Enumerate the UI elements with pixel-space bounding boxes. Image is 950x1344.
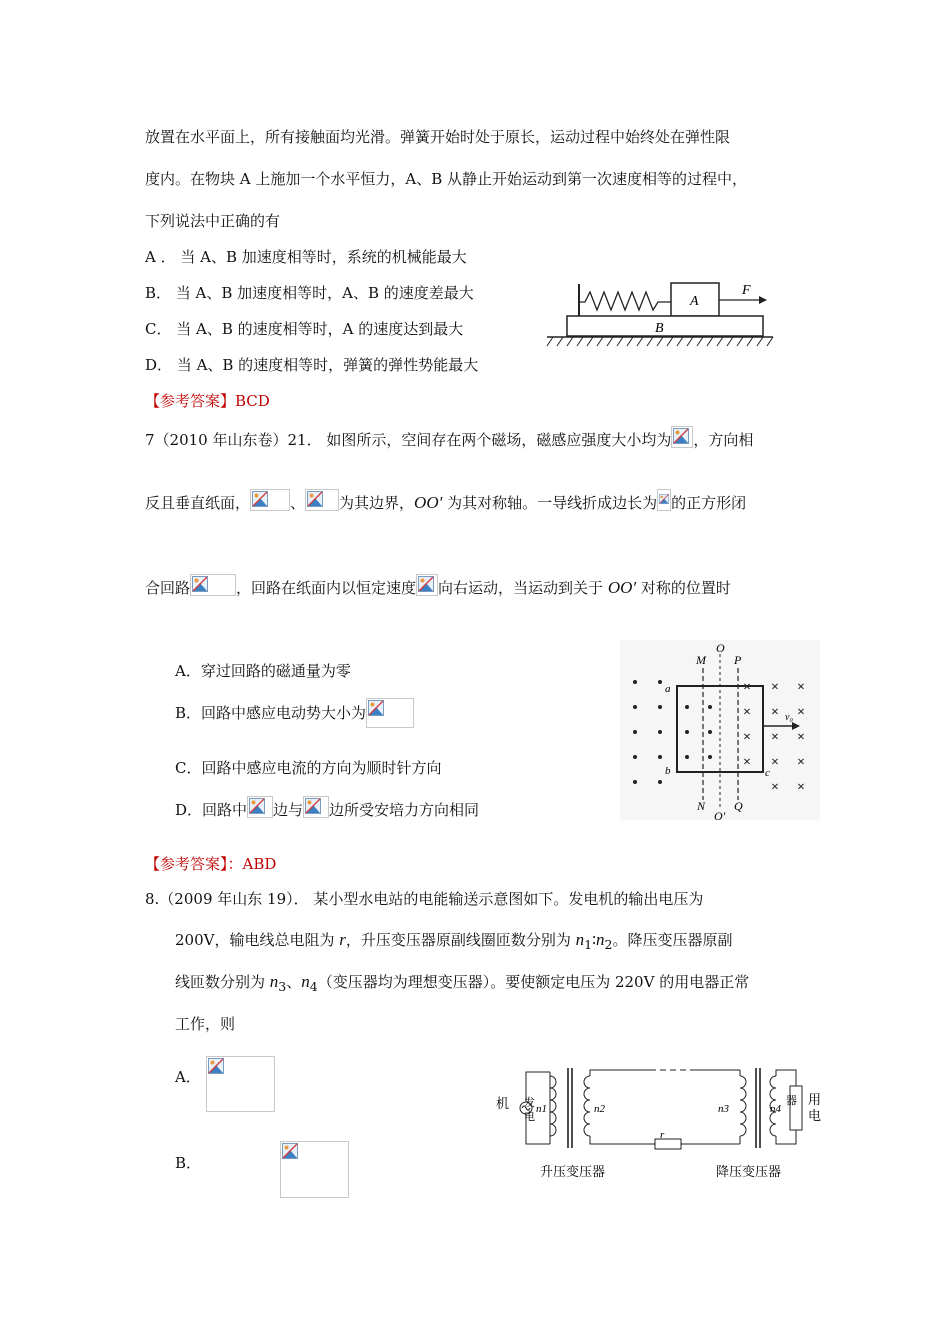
label-b: b	[665, 765, 671, 777]
formula-image-placeholder	[247, 796, 273, 818]
label-p: P	[734, 653, 742, 667]
step-down-label: 降压变压器	[716, 1164, 782, 1179]
q7-line3-pre: 合回路	[145, 579, 191, 597]
svg-text:×: ×	[797, 780, 805, 795]
q7-line3-mid: ，回路在纸面内以恒定速度	[236, 579, 417, 597]
q6-text-line3: 下列说法中正确的有	[145, 212, 281, 230]
q7-line2-pre: 反且垂直纸面，	[145, 494, 251, 512]
q8-line3-post: （变压器均为理想变压器）。要使额定电压为 220V 的用电器正常	[317, 973, 750, 991]
svg-text:×: ×	[771, 680, 779, 695]
q7-option-d-mid: 边与	[273, 801, 304, 819]
formula-image-placeholder	[190, 574, 236, 596]
resistor-r	[655, 1139, 681, 1149]
svg-text:×: ×	[797, 755, 805, 770]
label-o: O	[716, 641, 725, 655]
label-v0: v₀	[785, 712, 793, 723]
formula-image-placeholder	[206, 1056, 275, 1112]
svg-text:×: ×	[771, 780, 779, 795]
q8-line1: 8.（2009 年山东 19）． 某小型水电站的电能输送示意图如下。发电机的输出电压为	[145, 890, 704, 908]
q6-option-c: C． 当 A、B 的速度相等时，A 的速度达到最大	[145, 320, 464, 338]
q7-line3-mid2: 向右运动，当运动到关于	[438, 579, 608, 597]
magnetic-field-figure	[620, 640, 820, 820]
q8-option-a: A．	[175, 1068, 201, 1086]
broken-image-icon	[307, 491, 323, 507]
axis-oo-label-2: OO′	[607, 578, 637, 597]
q7-option-b	[175, 698, 414, 728]
q7-option-d-post: 边所受安培力方向相同	[329, 801, 480, 819]
broken-image-icon	[305, 798, 321, 814]
broken-image-icon	[208, 1058, 224, 1074]
q7-line2-sep: 、	[290, 494, 306, 512]
gen-label-3: 电	[524, 1111, 535, 1123]
force-label: F	[742, 283, 751, 298]
formula-image-placeholder	[305, 489, 339, 511]
block-b-label: B	[655, 321, 664, 336]
broken-image-icon	[192, 576, 208, 592]
q7-line2	[145, 489, 746, 513]
formula-image-placeholder	[671, 426, 693, 448]
block-b	[567, 316, 763, 336]
q7-line1	[145, 426, 753, 450]
q8-n4: n	[301, 972, 310, 991]
power-transmission-figure	[490, 1060, 830, 1185]
q8-n3-sub: 3	[278, 979, 287, 994]
q7-answer: 【参考答案】：ABD	[145, 855, 277, 873]
q7-line2-post: 的正方形闭	[671, 494, 747, 512]
q8-line2-post: 。降压变压器原副	[612, 931, 733, 949]
q7-option-d	[175, 796, 479, 820]
q8-n4-sub: 4	[309, 979, 318, 994]
broken-image-icon	[249, 798, 265, 814]
q7-line2-mid: 为其边界，	[339, 494, 415, 512]
q8-n3: n	[269, 972, 279, 991]
q8-n2-sub: 2	[604, 937, 613, 952]
n3-label: n3	[718, 1103, 729, 1115]
formula-image-placeholder	[657, 489, 671, 511]
q8-n2: n	[596, 930, 605, 949]
broken-image-icon	[252, 491, 268, 507]
q6-option-b: B． 当 A、B 加速度相等时，A、B 的速度差最大	[145, 284, 474, 302]
svg-text:×: ×	[743, 705, 751, 720]
q8-n1-sub: 1	[584, 937, 593, 952]
formula-image-placeholder	[416, 574, 438, 596]
svg-text:×: ×	[797, 680, 805, 695]
q8-comma: 、	[286, 973, 302, 991]
formula-image-placeholder	[250, 489, 290, 511]
svg-text:×: ×	[797, 705, 805, 720]
n1-label: n1	[536, 1103, 547, 1115]
broken-image-icon	[418, 576, 434, 592]
label-c: c	[765, 767, 770, 779]
q8-colon: ∶	[592, 931, 596, 949]
q7-option-a: A．穿过回路的磁通量为零	[175, 662, 351, 680]
label-n: N	[697, 799, 706, 813]
axis-oo-label: OO′	[414, 493, 443, 512]
svg-text:×: ×	[743, 755, 751, 770]
r-label: r	[660, 1129, 665, 1141]
block-a-label: A	[690, 294, 699, 309]
q6-option-d: D． 当 A、B 的速度相等时，弹簧的弹性势能最大	[145, 356, 479, 374]
label-m: M	[696, 653, 706, 667]
n4-label: n4	[770, 1103, 781, 1115]
formula-image-placeholder	[280, 1141, 349, 1198]
step-up-label: 升压变压器	[540, 1164, 606, 1179]
q6-text-line2: 度内。在物块 A 上施加一个水平恒力，A、B 从静止开始运动到第一次速度相等的过程中，	[145, 170, 747, 188]
q8-line3	[175, 971, 749, 994]
q6-answer: 【参考答案】BCD	[145, 392, 270, 410]
svg-text:×: ×	[743, 730, 751, 745]
app-label-2: 电	[808, 1108, 822, 1123]
q7-line1-post: ，方向相	[693, 431, 754, 449]
spring	[579, 292, 671, 310]
q8-r: r	[339, 930, 346, 949]
q8-line3-pre: 线匝数分别为	[175, 973, 270, 991]
n2-label: n2	[594, 1103, 605, 1115]
gen-label-2: 发	[524, 1097, 535, 1109]
svg-text:×: ×	[771, 730, 779, 745]
svg-text:×: ×	[743, 680, 751, 695]
q6-option-a: A ． 当 A、B 加速度相等时，系统的机械能最大	[145, 248, 467, 266]
q8-line2-pre: 200V，输电线总电阻为	[175, 931, 340, 949]
q7-line3-post: 对称的位置时	[636, 579, 731, 597]
svg-text:×: ×	[771, 705, 779, 720]
q8-line2-mid: ，升压变压器原副线圈匝数分别为	[345, 931, 576, 949]
q8-n1: n	[575, 930, 585, 949]
label-a: a	[665, 683, 671, 695]
appliance-resistor	[790, 1086, 802, 1130]
broken-image-icon	[673, 428, 689, 444]
q7-line2-mid2: 为其对称轴。一导线折成边长为	[442, 494, 658, 512]
gen-label-1: 机	[496, 1097, 510, 1112]
broken-image-icon	[282, 1143, 298, 1159]
svg-text:×: ×	[771, 755, 779, 770]
q8-option-b: B．	[175, 1154, 202, 1172]
q7-option-b-text: B．回路中感应电动势大小为	[175, 704, 367, 722]
q7-line3	[145, 574, 731, 598]
broken-image-icon	[659, 491, 669, 507]
spring-block-figure	[545, 270, 775, 352]
broken-image-icon	[368, 700, 384, 716]
svg-text:×: ×	[797, 730, 805, 745]
q6-text-line1: 放置在水平面上，所有接触面均光滑。弹簧开始时处于原长，运动过程中始终处在弹性限	[145, 128, 731, 146]
q8-line2	[175, 929, 732, 952]
label-o-prime: O′	[714, 809, 726, 820]
app-label-3: 器	[786, 1095, 797, 1107]
app-label-1: 用	[808, 1092, 822, 1107]
q7-option-c: C．回路中感应电流的方向为顺时针方向	[175, 759, 442, 777]
q8-line4: 工作，则	[175, 1015, 236, 1033]
q7-option-d-pre: D．回路中	[175, 801, 248, 819]
formula-image-placeholder	[366, 698, 414, 728]
formula-image-placeholder	[303, 796, 329, 818]
label-q: Q	[734, 799, 743, 813]
q7-line1-pre: 7（2010 年山东卷）21． 如图所示，空间存在两个磁场，磁感应强度大小均为	[145, 431, 672, 449]
